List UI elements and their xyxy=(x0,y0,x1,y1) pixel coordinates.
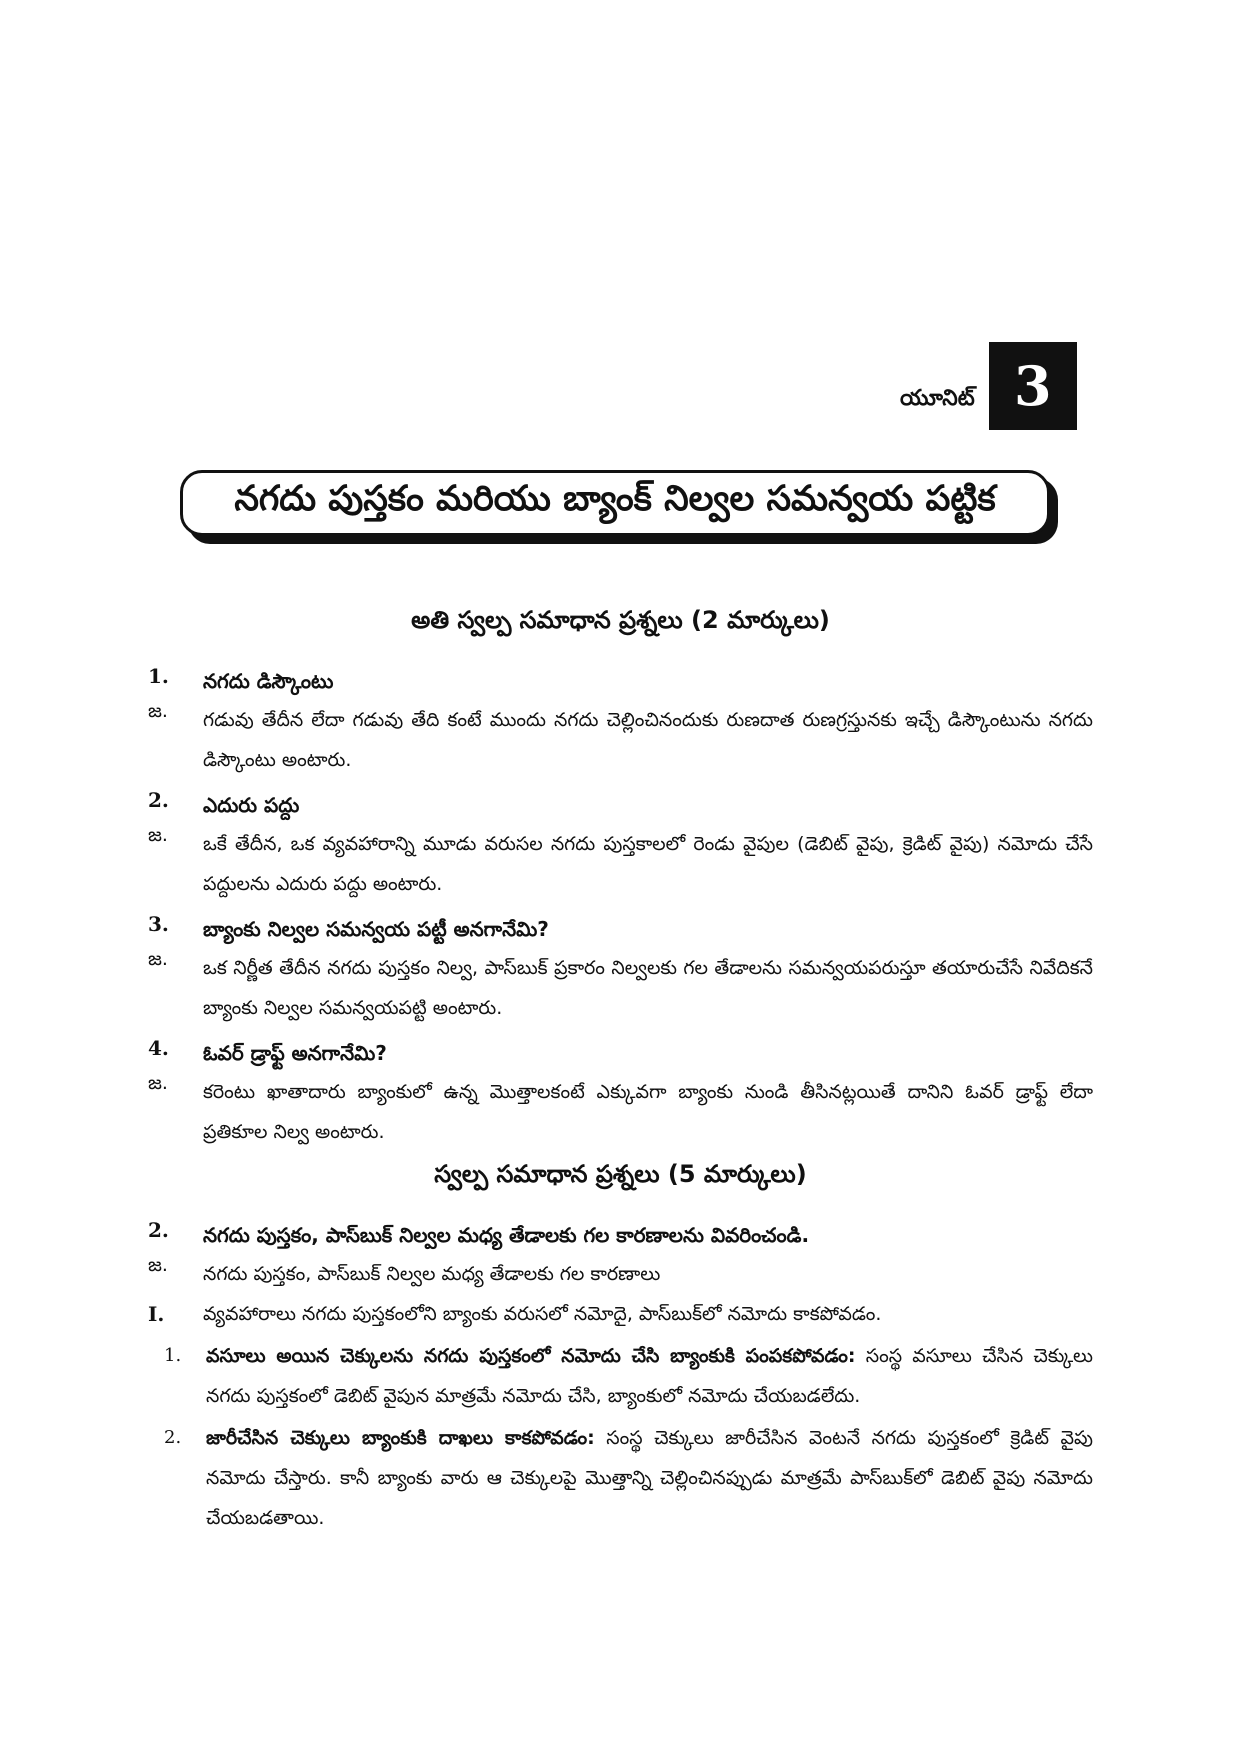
answer-text: ఒకే తేదీన, ఒక వ్యవహారాన్ని మూడు వరుసల నగదు పుస్తకాలలో రెండు వైపుల (డెబిట్ వైపు, క్రెడిట్ వైపు) నమోదు చేసే పద్దులను ఎదురు పద్దు అంటారు. xyxy=(203,833,1093,895)
answer-row xyxy=(148,1072,1093,1152)
section-heading-5-marks: స్వల్ప సమాధాన ప్రశ్నలు (5 మార్కులు) xyxy=(434,1160,807,1188)
subpoint-row xyxy=(164,1336,1093,1416)
question-number: 1. xyxy=(148,664,169,688)
answer-text: ఒక నిర్ణీత తేదీన నగదు పుస్తకం నిల్వ, పాస్‌బుక్ ప్రకారం నిల్వలకు గల తేడాలను సమన్వయపరుస్తూ తయారుచేసే నివేదికనే బ్యాంకు నిల్వల సమన్వయపట్టి అంటారు. xyxy=(203,957,1093,1019)
chapter-title-box xyxy=(180,470,1050,536)
answer-marker: జ. xyxy=(148,700,168,722)
chapter-title: నగదు పుస్తకం మరియు బ్యాంక్ నిల్వల సమన్వయ పట్టిక xyxy=(180,470,1050,536)
question-row xyxy=(148,912,1093,946)
unit-badge xyxy=(900,342,1077,430)
question-number: 4. xyxy=(148,1036,169,1060)
subpoint-body xyxy=(206,1418,1093,1538)
subpoint-heading: వసూలు అయిన చెక్కులను నగదు పుస్తకంలో నమోదు చేసి బ్యాంకుకి పంపకపోవడం: xyxy=(206,1345,856,1367)
subpoint-heading: జారీచేసిన చెక్కులు బ్యాంకుకి దాఖలు కాకపోవడం: xyxy=(206,1427,595,1449)
answer-intro: నగదు పుస్తకం, పాస్‌బుక్ నిల్వల మధ్య తేడాలకు గల కారణాలు xyxy=(203,1263,661,1285)
point-text: వ్యవహారాలు నగదు పుస్తకంలోని బ్యాంకు వరుసలో నమోదై, పాస్‌బుక్‌లో నమోదు కాకపోవడం. xyxy=(203,1303,882,1325)
point-number: I. xyxy=(148,1302,165,1326)
question-number: 2. xyxy=(148,1218,169,1242)
answer-marker: జ. xyxy=(148,1072,168,1094)
subpoint-row xyxy=(164,1418,1093,1538)
subpoint-text: సంస్థ వసూలు చేసిన చెక్కులు నగదు పుస్తకంలో డెబిట్ వైపున మాత్రమే నమోదు చేసి, బ్యాంకులో నమోదు చేయబడలేదు. xyxy=(206,1345,1093,1407)
question-number: 2. xyxy=(148,788,169,812)
unit-number: 3 xyxy=(989,342,1077,430)
section-heading-2-marks: అతి స్వల్ప సమాధాన ప్రశ్నలు (2 మార్కులు) xyxy=(411,606,830,634)
point-row xyxy=(148,1294,1093,1334)
question-row xyxy=(148,1218,1093,1252)
question-row xyxy=(148,1036,1093,1070)
question-text: ఓవర్ డ్రాఫ్ట్ అనగానేమి? xyxy=(203,1041,387,1065)
unit-label: యూనిట్ xyxy=(900,386,975,411)
answer-row xyxy=(148,824,1093,904)
answer-marker: జ. xyxy=(148,948,168,970)
question-text: నగదు పుస్తకం, పాస్‌బుక్ నిల్వల మధ్య తేడాలకు గల కారణాలను వివరించండి. xyxy=(203,1223,810,1247)
answer-text: గడువు తేదీన లేదా గడువు తేది కంటే ముందు నగదు చెల్లించినందుకు రుణదాత రుణగ్రస్తునకు ఇచ్చే డిస్కౌంటును నగదు డిస్కౌంటు అంటారు. xyxy=(203,709,1093,771)
answer-row xyxy=(148,1254,1093,1294)
question-text: నగదు డిస్కౌంటు xyxy=(203,669,334,693)
subpoint-body xyxy=(206,1336,1093,1416)
question-row xyxy=(148,788,1093,822)
question-text: ఎదురు పద్దు xyxy=(203,793,300,817)
answer-row xyxy=(148,948,1093,1028)
question-row xyxy=(148,664,1093,698)
subpoint-number: 1. xyxy=(164,1345,182,1366)
answer-row xyxy=(148,700,1093,780)
answer-marker: జ. xyxy=(148,824,168,846)
answer-text: కరెంటు ఖాతాదారు బ్యాంకులో ఉన్న మొత్తాలకంటే ఎక్కువగా బ్యాంకు నుండి తీసినట్లయితే దానిని ఓవర్ డ్రాఫ్ట్ లేదా ప్రతికూల నిల్వ అంటారు. xyxy=(203,1081,1093,1143)
question-text: బ్యాంకు నిల్వల సమన్వయ పట్టీ అనగానేమి? xyxy=(203,917,549,941)
answer-marker: జ. xyxy=(148,1254,168,1276)
subpoint-text: సంస్థ చెక్కులు జారీచేసిన వెంటనే నగదు పుస్తకంలో క్రెడిట్ వైపు నమోదు చేస్తారు. కానీ బ్యాంకు వారు ఆ చెక్కులపై మొత్తాన్ని చెల్లించినప్పుడు మాత్రమే పాస్‌బుక్‌లో డెబిట్ వైపు నమోదు చేయబడతాయి. xyxy=(206,1427,1093,1529)
question-number: 3. xyxy=(148,912,169,936)
subpoint-number: 2. xyxy=(164,1427,182,1448)
